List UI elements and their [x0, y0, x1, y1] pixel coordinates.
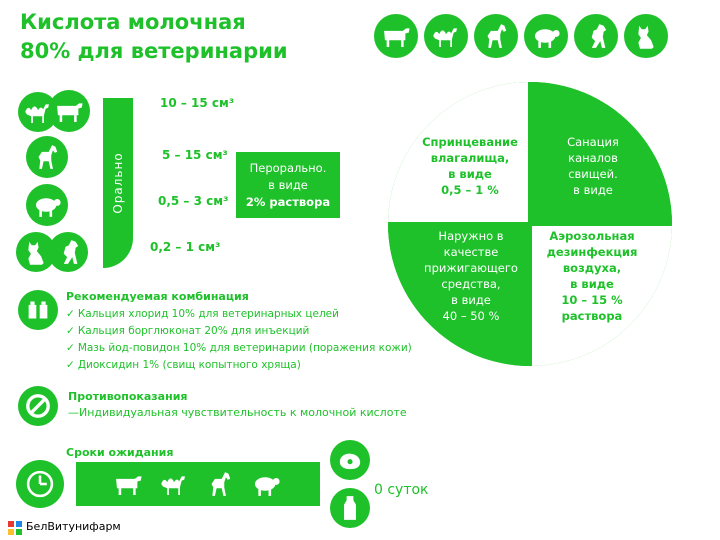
peroral-line-2: в виде	[268, 178, 308, 192]
dog-icon	[48, 232, 88, 272]
q4-line: раствора	[561, 309, 623, 323]
q4-line: Аэрозольная	[549, 229, 635, 243]
q2-line: Санация	[567, 135, 619, 149]
dose-cat-dog: 0,2 – 1 см³	[150, 240, 221, 254]
q2-line: в виде	[573, 183, 613, 197]
horse-icon	[474, 14, 518, 58]
list-item: ✓ Кальция борглюконат 20% для инъекций	[66, 323, 412, 340]
recommended-list	[66, 306, 412, 374]
peroral-line-3: 2% раствора	[245, 195, 331, 209]
sheep-icon	[524, 14, 568, 58]
cat-icon	[624, 14, 668, 58]
sheep-icon	[26, 184, 68, 226]
header-animal-icons	[374, 14, 668, 58]
q1-line: влагалища,	[430, 151, 510, 165]
q4-line: дезинфекция	[546, 245, 638, 259]
title-line-2: 80% для ветеринарии	[20, 39, 288, 63]
q3-line: 40 – 50 %	[442, 309, 500, 323]
dog-icon	[574, 14, 618, 58]
application-pie	[388, 82, 672, 366]
oral-label: Орально	[111, 152, 125, 214]
waiting-value: 0 суток	[374, 482, 429, 498]
cow-icon	[48, 90, 90, 132]
q1-line: в виде	[448, 167, 492, 181]
company-logo-icon	[8, 520, 22, 534]
list-item: ✓ Мазь йод-повидон 10% для ветеринарии (поражения кожи)	[66, 340, 412, 357]
q2-line: каналов	[568, 151, 618, 165]
list-item: ✓ Кальция хлорид 10% для ветеринарных целей	[66, 306, 412, 323]
q3-line: средства,	[441, 277, 501, 291]
q1-line: Спринцевание	[422, 135, 518, 149]
sheep-icon	[244, 462, 288, 506]
prohibition-icon	[18, 386, 58, 426]
peroral-box	[236, 152, 340, 218]
pie-quadrant-douching	[388, 82, 530, 224]
q1-line: 0,5 – 1 %	[441, 183, 499, 197]
q3-line: в виде	[451, 293, 491, 307]
dose-horse: 5 – 15 см³	[162, 148, 228, 162]
contraindications-title: Противопоказания	[68, 390, 188, 403]
oral-route-bar	[103, 98, 133, 268]
page-title	[20, 8, 288, 66]
q3-line: качестве	[443, 245, 499, 259]
list-item: ✓ Диоксидин 1% (свищ копытного хряща)	[66, 357, 412, 374]
cow-icon	[374, 14, 418, 58]
cow-icon	[106, 462, 150, 506]
q3-line: прижигающего	[424, 261, 518, 275]
milk-bottle-icon	[330, 488, 370, 528]
meat-icon	[330, 440, 370, 480]
waiting-title: Сроки ожидания	[66, 446, 174, 459]
company-name: БелВитунифарм	[26, 520, 121, 533]
pie-quadrant-aerosol	[530, 224, 672, 366]
pie-quadrant-fistula	[530, 82, 672, 224]
clock-icon	[16, 460, 64, 508]
camel-icon	[152, 462, 196, 506]
q3-line: Наружно в	[438, 229, 504, 243]
horse-icon	[26, 136, 68, 178]
contraindications-text: —Индивидуальная чувствительность к молочной кислоте	[68, 406, 407, 419]
pie-divider-horizontal	[388, 222, 672, 226]
horse-icon	[198, 462, 242, 506]
recommended-title: Рекомендуемая комбинация	[66, 290, 249, 303]
q4-line: воздуха,	[562, 261, 622, 275]
camel-icon	[424, 14, 468, 58]
dose-camel-cow: 10 – 15 см³	[160, 96, 235, 110]
peroral-line-1: Перорально.	[249, 161, 327, 175]
q2-line: свищей.	[568, 167, 618, 181]
dose-sheep: 0,5 – 3 см³	[158, 194, 229, 208]
q4-line: в виде	[570, 277, 614, 291]
title-line-1: Кислота молочная	[20, 10, 246, 34]
bottles-icon	[18, 290, 58, 330]
q4-line: 10 – 15 %	[561, 293, 623, 307]
